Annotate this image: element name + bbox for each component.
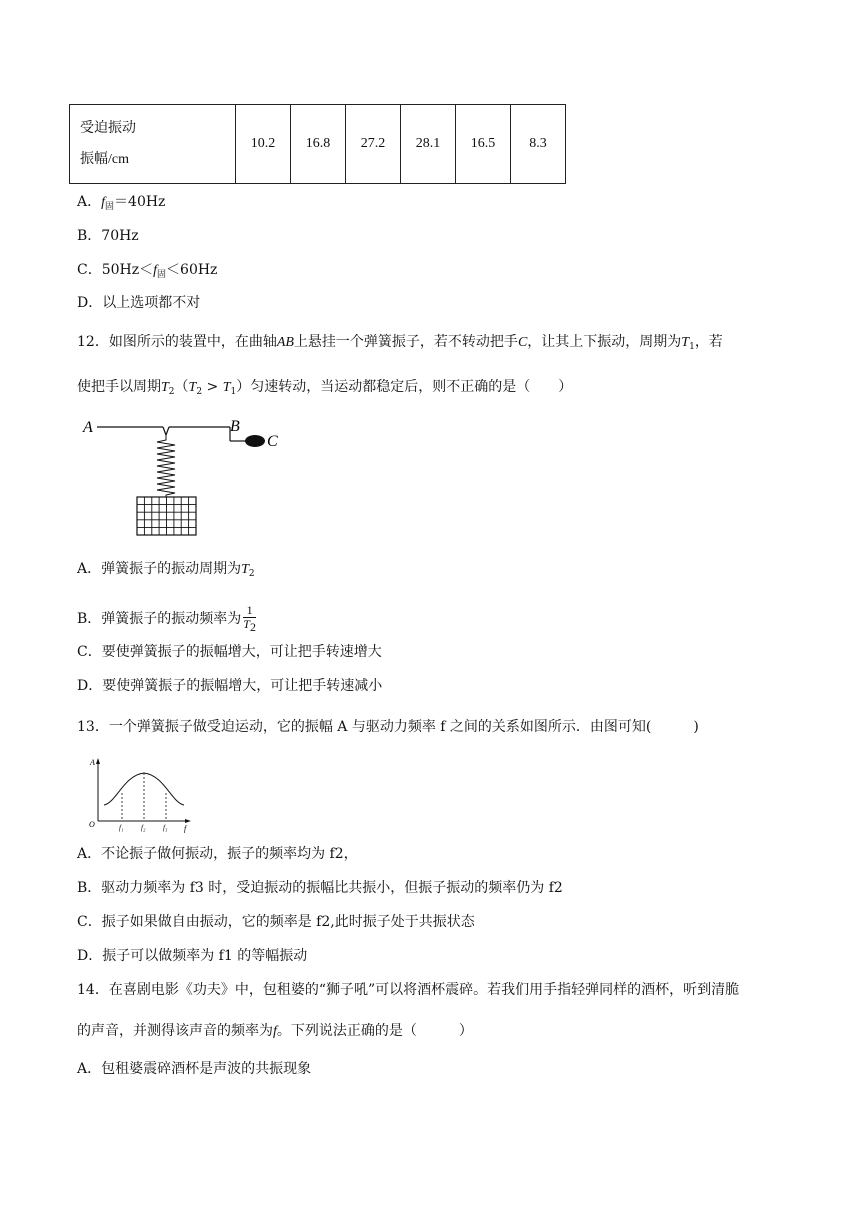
q12-option-b: B．弹簧振子的振动频率为 $\frac{1}{T2}$	[77, 603, 256, 634]
x-axis-arrow	[185, 819, 191, 823]
table-row	[70, 105, 566, 184]
q11-option-b: B．70Hz	[77, 228, 139, 244]
f1-label: f₁	[119, 824, 124, 832]
q12-stem-line-1: 12．如图所示的装置中，在曲轴AB上悬挂一个弹簧振子，若不转动把手C，让其上下振动，周期为$T_1$，若	[77, 334, 723, 352]
figure-label-b: B	[230, 418, 240, 435]
fraction: $\frac{1}{T2}$	[243, 603, 256, 634]
table-cell: 27.2	[346, 105, 401, 184]
table-cell: 10.2	[236, 105, 291, 184]
origin-label: O	[89, 820, 95, 829]
q13-option-a: A．不论振子做何振动，振子的频率均为 f2，	[77, 846, 358, 862]
header-line-2: 振幅/cm	[80, 152, 129, 167]
q11-option-a: A．$f_固=40Hz$	[77, 194, 166, 212]
q14-option-a: A．包租婆震碎酒杯是声波的共振现象	[77, 1061, 312, 1077]
oscillator-block	[137, 497, 196, 535]
table-cell: 8.3	[511, 105, 566, 184]
q11-option-c: C．$50Hz<f_固<60Hz$	[77, 262, 218, 280]
y-axis-arrow	[96, 758, 100, 764]
header-line-1: 受迫振动	[80, 121, 136, 136]
figure-label-c: C	[267, 433, 278, 450]
f2-label: f₂	[141, 824, 146, 832]
q13-option-d: D．振子可以做频率为 f1 的等幅振动	[77, 948, 308, 964]
q14-stem-line-2: 的声音，并测得该声音的频率为f。下列说法正确的是（ ）	[77, 1023, 473, 1039]
crankshaft-hook	[163, 427, 169, 435]
q12-option-a: A．弹簧振子的振动周期为$T_2$	[77, 561, 255, 579]
x-axis-label: f	[184, 824, 187, 833]
table-cell: 16.5	[456, 105, 511, 184]
spring	[157, 435, 175, 497]
q12-option-d: D．要使弹簧振子的振幅增大，可让把手转速减小	[77, 678, 383, 694]
table-header-cell	[70, 105, 236, 184]
amplitude-table	[69, 104, 566, 184]
resonance-curve-figure	[88, 755, 198, 835]
handle-knob	[245, 435, 265, 447]
q13-option-c: C．振子如果做自由振动，它的频率是 f2,此时振子处于共振状态	[77, 914, 475, 930]
table-cell: 16.8	[291, 105, 346, 184]
spring-oscillator-figure	[80, 412, 300, 542]
table-cell: 28.1	[401, 105, 456, 184]
f3-label: f₃	[163, 824, 168, 832]
figure-label-a: A	[83, 419, 93, 436]
q11-option-d: D．以上选项都不对	[77, 295, 201, 311]
q12-stem-line-2: 使把手以周期$T_2(T_2 > T_1)$匀速转动，当运动都稳定后，则不正确的是（ ）	[77, 379, 573, 397]
q13-option-b: B．驱动力频率为 f3 时，受迫振动的振幅比共振小，但振子振动的频率仍为 f2	[77, 880, 563, 896]
q14-stem-line-1: 14．在喜剧电影《功夫》中，包租婆的“狮子吼”可以将酒杯震碎。若我们用手指轻弹同样的酒杯，听到清脆	[77, 982, 740, 998]
q13-stem: 13．一个弹簧振子做受迫运动，它的振幅 A 与驱动力频率 f 之间的关系如图所示．由图可知( )	[77, 719, 699, 735]
q12-option-c: C．要使弹簧振子的振幅增大，可让把手转速增大	[77, 644, 382, 660]
y-axis-label: A	[90, 758, 95, 767]
